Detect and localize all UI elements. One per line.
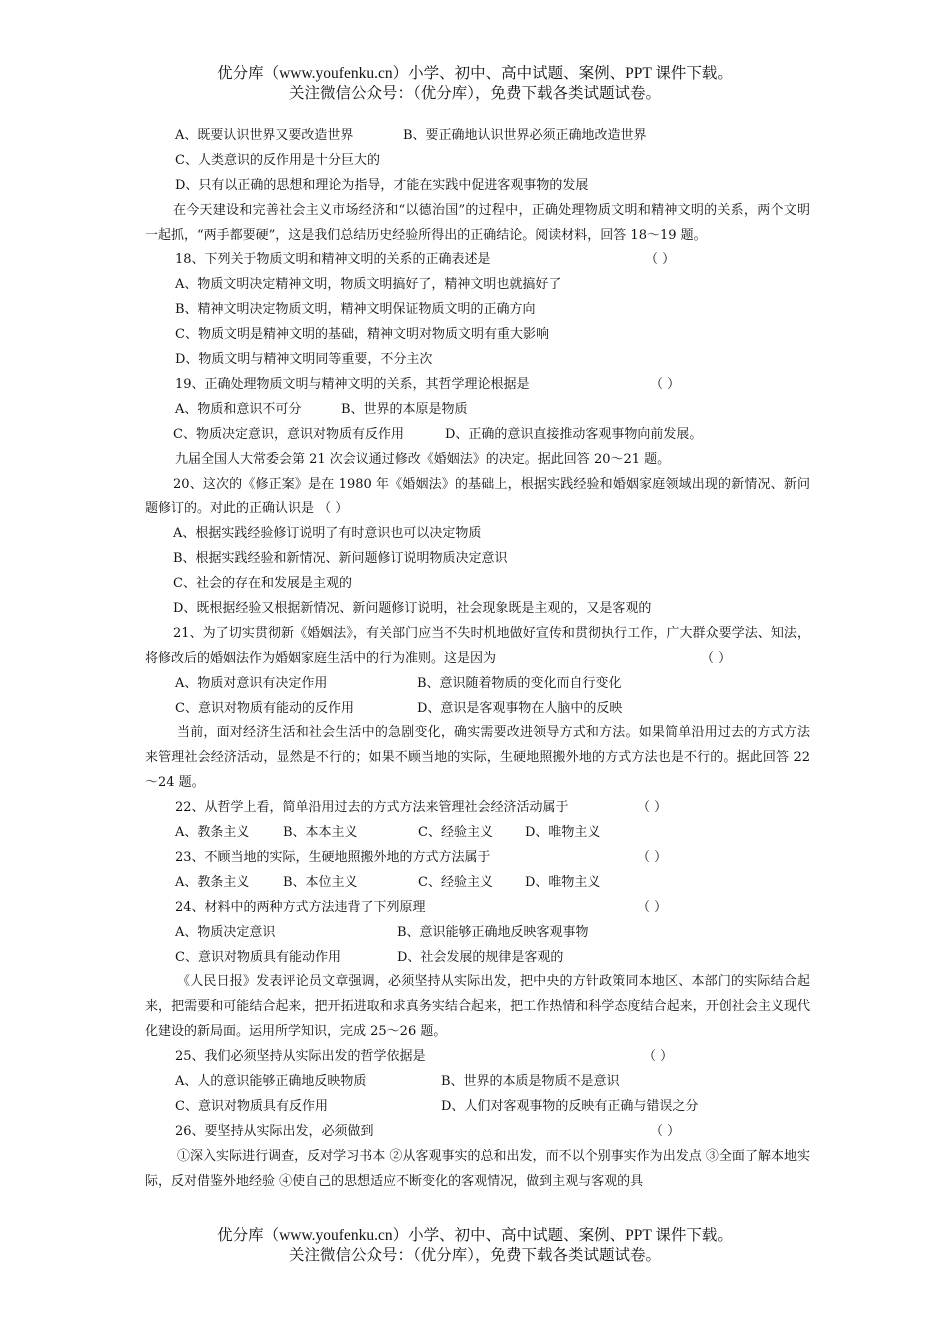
q21-option-c: C、意识对物质有能动的反作用 (175, 700, 354, 716)
q19-option-d: D、正确的意识直接推动客观事物向前发展。 (445, 426, 703, 442)
q17-option-c: C、人类意识的反作用是十分巨大的 (175, 152, 380, 168)
q17-option-d: D、只有以正确的思想和理论为指导，才能在实践中促进客观事物的发展 (175, 177, 589, 193)
q21-stem-block (145, 622, 810, 672)
q18-option-a: A、物质文明决定精神文明，物质文明搞好了，精神文明也就搞好了 (175, 277, 562, 293)
q23-options (145, 871, 810, 896)
q24-option-b: B、意识能够正确地反映客观事物 (397, 924, 589, 940)
answer-paren: （ ） (637, 899, 668, 915)
q24-option-c: C、意识对物质具有能动作用 (175, 949, 341, 965)
q22-stem-row (145, 796, 810, 821)
q19-option-c: C、物质决定意识，意识对物质有反作用 (173, 426, 404, 442)
material-paragraph-3: 当前，面对经济生活和社会生活中的急剧变化，确实需要改进领导方式和方法。如果简单沿用过去的方式方法来管理社会经济活动，显然是不行的；如果不顾当地的实际，生硬地照搬外地的方式方法也是不行的。据此回答 22～24 题。 (145, 725, 810, 791)
q26-statements: ①深入实际进行调查，反对学习书本 ②从客观事实的总和出发，而不以个别事实作为出发点 ③全面了解本地实际，反对借鉴外地经验 ④使自己的思想适应不断变化的客观情况，做到主观与客观的具 (145, 1148, 810, 1189)
q24-stem-row (145, 896, 810, 921)
answer-paren: （ ） (650, 1123, 681, 1139)
q25-option-a: A、人的意识能够正确地反映物质 (175, 1074, 367, 1090)
footer-line-2: 关注微信公众号：（优分库），免费下载各类试题试卷。 (288, 1247, 661, 1264)
q24-options-ab (145, 921, 810, 946)
q25-options-cd (145, 1095, 810, 1120)
answer-paren: （ ） (637, 800, 668, 816)
q19-options-ab (145, 398, 810, 423)
q19-stem-row (145, 373, 810, 398)
q18-stem: 18、下列关于物质文明和精神文明的关系的正确表述是 (175, 252, 491, 268)
q25-stem-row (145, 1045, 810, 1070)
q22-option-c: C、经验主义 (418, 825, 493, 841)
q19-stem: 19、正确处理物质文明与精神文明的关系，其哲学理论根据是 (175, 376, 530, 392)
q20-option-a: A、根据实践经验修订说明了有时意识也可以决定物质 (173, 526, 482, 542)
q22-option-d: D、唯物主义 (525, 825, 601, 841)
q18-option-b: B、精神文明决定物质文明，精神文明保证物质文明的正确方向 (175, 302, 536, 318)
q22-option-b: B、本本主义 (283, 825, 358, 841)
q20-option-d: D、既根据经验又根据新情况、新问题修订说明，社会现象既是主观的，又是客观的 (173, 600, 652, 616)
q18-option-d: D、物质文明与精神文明同等重要，不分主次 (175, 352, 433, 368)
footer-line-1: 优分库（www.youfenku.cn）小学、初中、高中试题、案例、PPT 课件下载。 (217, 1227, 733, 1244)
page-footer (0, 1226, 950, 1266)
answer-paren: （ ） (701, 650, 732, 666)
answer-paren: （ ） (645, 252, 676, 268)
q23-option-d: D、唯物主义 (525, 874, 601, 890)
q22-stem: 22、从哲学上看，简单沿用过去的方式方法来管理社会经济活动属于 (175, 800, 569, 816)
q26-stem-row (145, 1120, 810, 1145)
q24-option-a: A、物质决定意识 (175, 924, 276, 940)
material-paragraph-2: 九届全国人大常委会第 21 次会议通过修改《婚姻法》的决定。据此回答 20～21 题。 (175, 451, 671, 467)
q26-stem: 26、要坚持从实际出发，必须做到 (175, 1123, 374, 1139)
q21-option-d: D、意识是客观事物在人脑中的反映 (417, 700, 623, 716)
q21-option-b: B、意识随着物质的变化而自行变化 (417, 675, 622, 691)
q24-stem: 24、材料中的两种方式方法违背了下列原理 (175, 899, 426, 915)
q25-stem: 25、我们必须坚持从实际出发的哲学依据是 (175, 1049, 426, 1065)
q24-option-d: D、社会发展的规律是客观的 (397, 949, 564, 965)
q25-option-d: D、人们对客观事物的反映有正确与错误之分 (441, 1098, 699, 1114)
q17-option-b: B、要正确地认识世界必须正确地改造世界 (403, 128, 647, 143)
header-line-1: 优分库（www.youfenku.cn）小学、初中、高中试题、案例、PPT 课件下载。 (217, 65, 733, 82)
q18-stem-row (145, 248, 810, 273)
answer-paren: （ ） (650, 376, 681, 392)
q19-options-cd (145, 423, 810, 448)
q21-stem: 21、为了切实贯彻新《婚姻法》，有关部门应当不失时机地做好宣传和贯彻执行工作，广大群众要学法、知法，将修改后的婚姻法作为婚姻家庭生活中的行为准则。这是因为 (145, 625, 810, 666)
q21-options-ab (145, 672, 810, 697)
q25-option-b: B、世界的本质是物质不是意识 (441, 1074, 620, 1090)
q21-option-a: A、物质对意识有决定作用 (175, 675, 328, 691)
page-header (0, 64, 950, 104)
material-paragraph-4: 《人民日报》发表评论员文章强调，必须坚持从实际出发，把中央的方针政策同本地区、本部门的实际结合起来，把需要和可能结合起来，把开拓进取和求真务实结合起来，把工作热情和科学态度结合起来，开创社会主义现代化建设的新局面。运用所学知识，完成 25～26 题。 (145, 974, 810, 1040)
q23-option-c: C、经验主义 (418, 874, 493, 890)
q20-option-b: B、根据实践经验和新情况、新问题修订说明物质决定意识 (173, 551, 508, 567)
document-body (145, 124, 810, 1195)
q24-options-cd (145, 946, 810, 971)
q23-stem: 23、不顾当地的实际，生硬地照搬外地的方式方法属于 (175, 849, 491, 865)
q20-stem: 20、这次的《修正案》是在 1980 年《婚姻法》的基础上，根据实践经验和婚姻家庭领域出现的新情况、新问题修订的。对此的正确认识是 （ ） (145, 476, 810, 517)
q21-options-cd (145, 697, 810, 722)
material-paragraph-1: 在今天建设和完善社会主义市场经济和“以德治国”的过程中，正确处理物质文明和精神文明的关系，两个文明一起抓，“两手都要硬”，这是我们总结历史经验所得出的正确结论。阅读材料，回答 18～19 题。 (145, 202, 810, 243)
q23-option-b: B、本位主义 (283, 874, 358, 890)
answer-paren: （ ） (637, 849, 668, 865)
header-line-2: 关注微信公众号：（优分库），免费下载各类试题试卷。 (288, 85, 661, 102)
q22-options (145, 821, 810, 846)
q22-option-a: A、教条主义 (175, 825, 250, 841)
q25-options-ab (145, 1070, 810, 1095)
q19-option-b: B、世界的本原是物质 (341, 401, 468, 417)
q19-option-a: A、物质和意识不可分 (175, 401, 302, 417)
q23-stem-row (145, 846, 810, 871)
q18-option-c: C、物质文明是精神文明的基础，精神文明对物质文明有重大影响 (175, 327, 549, 343)
q23-option-a: A、教条主义 (175, 874, 250, 890)
q17-option-a: A、既要认识世界又要改造世界 (175, 128, 354, 143)
q20-option-c: C、社会的存在和发展是主观的 (173, 576, 352, 592)
answer-paren: （ ） (643, 1049, 674, 1065)
q25-option-c: C、意识对物质具有反作用 (175, 1098, 328, 1114)
q17-options-ab (145, 124, 810, 149)
